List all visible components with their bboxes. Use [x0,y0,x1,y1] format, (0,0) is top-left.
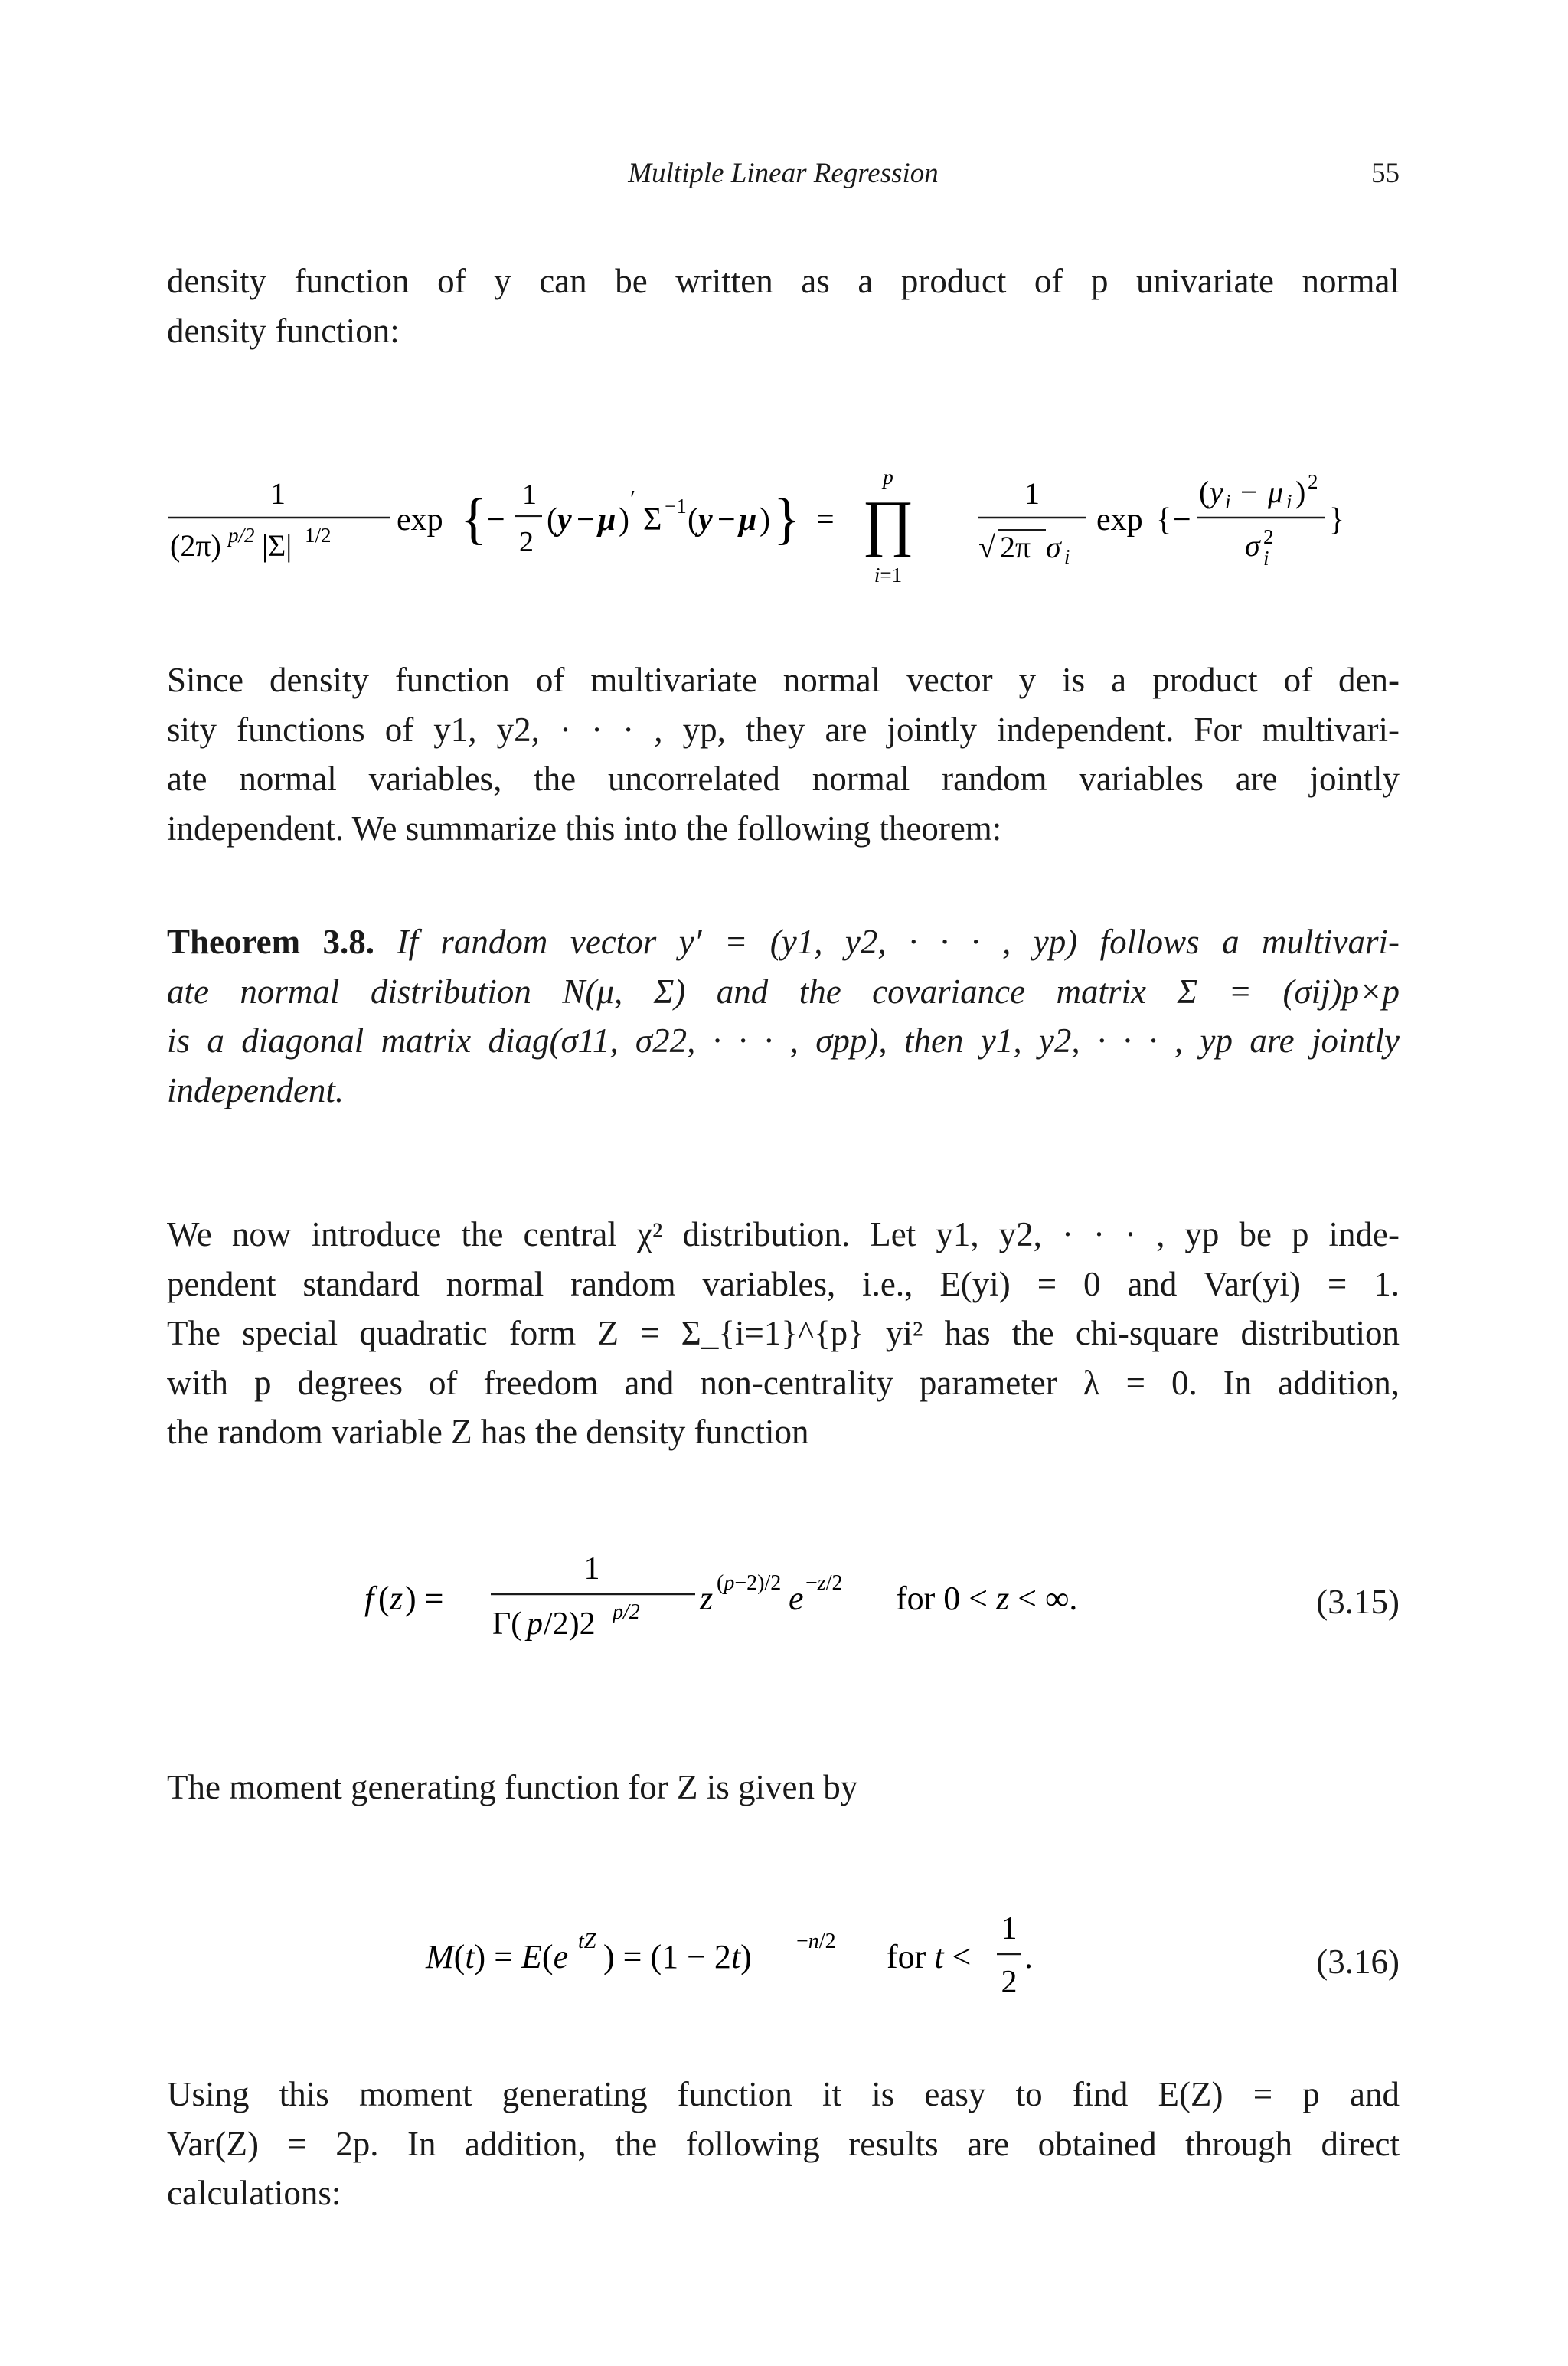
svg-text:exp: exp [397,502,443,538]
svg-text:i: i [1225,490,1231,513]
svg-text:1: 1 [1001,1911,1018,1946]
svg-text:}: } [773,488,801,551]
svg-text:μ: μ [598,502,616,538]
svg-text:) = (1 − 2t): ) = (1 − 2t) [603,1938,752,1975]
svg-text:−1: −1 [665,495,687,518]
svg-text:z: z [390,1580,403,1617]
svg-text:√: √ [978,530,995,564]
svg-text:for t <: for t < [887,1938,972,1975]
svg-text:|Σ|: |Σ| [262,528,292,563]
svg-text:μ: μ [1268,475,1284,509]
para2-line4: independent. We summarize this into the following theorem: [167,809,1002,848]
svg-text:) =: ) = [405,1580,444,1617]
svg-text:−: − [717,502,736,538]
para3-line1: We now introduce the central χ² distribution. Let y1, y2, · · · , yp be p inde- [167,1215,1400,1253]
svg-text:1: 1 [583,1551,600,1587]
svg-text:1: 1 [270,476,286,511]
para2-line1: Since density function of multivariate normal vector y is a product of den- [167,661,1400,699]
svg-text:i=1: i=1 [874,564,903,587]
svg-text:): ) [619,502,629,538]
theorem-line1 [167,917,1400,967]
svg-text:p/2: p/2 [612,1600,640,1624]
svg-text:.: . [1024,1938,1033,1975]
svg-text:(: ( [688,502,698,538]
svg-text:−: − [487,502,505,538]
equation-density-product [167,467,1400,597]
para1-line2: density function: [167,311,400,350]
svg-text:1/2: 1/2 [305,524,332,547]
svg-text:f: f [364,1580,374,1617]
svg-text:2: 2 [1308,470,1318,493]
formula-3-15 [167,1539,1239,1654]
paragraph-intro [167,257,1400,355]
theorem-line3: is a diagonal matrix diag(σ11, σ22, · · · , σpp), then y1, y2, · · · , yp are jointly [167,1021,1400,1060]
para5-line1: Using this moment generating function it is easy to find E(Z) = p and [167,2075,1400,2113]
running-title: Multiple Linear Regression [628,158,939,189]
svg-text:}: } [1329,502,1345,538]
svg-text:/2)2: /2)2 [544,1606,596,1642]
svg-text:{: { [1156,502,1172,538]
theorem-3-8 [167,917,1400,1115]
svg-text:y: y [1210,475,1223,509]
svg-text:): ) [1295,475,1306,509]
svg-text:): ) [760,502,770,538]
para5-line3: calculations: [167,2174,341,2212]
paragraph-mean-variance [167,2070,1400,2218]
para1-line1: density function of y can be written as a product of p univariate normal [167,262,1400,300]
svg-text:2: 2 [1001,1965,1018,2000]
density-product-formula [167,467,1400,597]
svg-text:p: p [527,1606,543,1642]
svg-text:2: 2 [519,526,534,558]
paragraph-chi-square [167,1210,1400,1457]
paragraph-mgf-intro [167,1763,1400,1812]
svg-text:′: ′ [630,485,635,512]
svg-text:p: p [883,467,893,489]
svg-text:tZ: tZ [578,1930,596,1953]
para2-line2: sity functions of y1, y2, · · · , yp, they are jointly independent. For multivari- [167,710,1400,749]
svg-text:σ: σ [1046,530,1061,564]
svg-text:∏: ∏ [862,488,914,557]
svg-text:1: 1 [522,479,537,511]
para5-line2: Var(Z) = 2p. In addition, the following results are obtained through direct [167,2124,1400,2163]
svg-text:y: y [557,502,572,538]
svg-text:M(t) = E(e: M(t) = E(e [426,1938,569,1975]
svg-text:i: i [1286,490,1292,513]
paragraph-independence [167,655,1400,853]
svg-text:(: ( [378,1580,390,1617]
svg-text:σ: σ [1245,528,1260,563]
para3-line4: with p degrees of freedom and non-centrality parameter λ = 0. In addition, [167,1363,1400,1402]
formula-3-16 [167,1899,1239,2014]
equation-3-16 [167,1899,1400,2014]
svg-text:(: ( [1199,475,1210,509]
svg-text:e: e [789,1580,804,1617]
svg-text:Σ: Σ [643,502,662,538]
svg-text:(p−2)/2: (p−2)/2 [717,1571,782,1595]
svg-text:2: 2 [1263,525,1274,548]
para4-line1: The moment generating function for Z is given by [167,1768,858,1806]
svg-text:y: y [698,502,713,538]
para2-line3: ate normal variables, the uncorrelated normal random variables are jointly [167,760,1400,798]
svg-text:=: = [816,502,835,538]
svg-text:−n/2: −n/2 [796,1930,836,1953]
svg-text:for 0 < z < ∞.: for 0 < z < ∞. [896,1580,1078,1617]
theorem-line4: independent. [167,1070,345,1109]
equation-number-3-15: (3.15) [1316,1583,1400,1621]
page-number: 55 [1371,158,1400,189]
svg-text:−z/2: −z/2 [805,1571,843,1595]
svg-text:z: z [700,1580,714,1617]
svg-text:i: i [1263,547,1269,570]
svg-text:μ: μ [739,502,757,538]
theorem-label: Theorem 3.8. [167,923,375,961]
theorem-text-line1: If random vector y′ = (y1, y2, · · · , yp) follows a multivari- [397,923,1400,961]
svg-text:i: i [1064,545,1070,568]
svg-text:exp: exp [1096,502,1143,538]
svg-text:−: − [577,502,595,538]
equation-3-15 [167,1539,1400,1654]
svg-text:−: − [1240,475,1258,509]
running-head [167,157,1400,195]
svg-text:1: 1 [1024,476,1040,511]
svg-text:(: ( [547,502,557,538]
para3-line5: the random variable Z has the density function [167,1413,809,1451]
svg-text:p/2: p/2 [228,524,255,547]
para3-line2: pendent standard normal random variables, i.e., E(yi) = 0 and Var(yi) = 1. [167,1264,1400,1303]
theorem-line2: ate normal distribution N(μ, Σ) and the covariance matrix Σ = (σij)p×p [167,972,1400,1011]
svg-text:2π: 2π [1000,530,1031,564]
svg-text:−: − [1173,502,1191,538]
svg-text:Γ(: Γ( [492,1606,522,1642]
equation-number-3-16: (3.16) [1316,1943,1400,1981]
svg-text:(2π): (2π) [170,528,221,563]
para3-line3: The special quadratic form Z = Σ_{i=1}^{p} yi² has the chi-square distribution [167,1314,1400,1352]
svg-text:{: { [460,488,488,551]
